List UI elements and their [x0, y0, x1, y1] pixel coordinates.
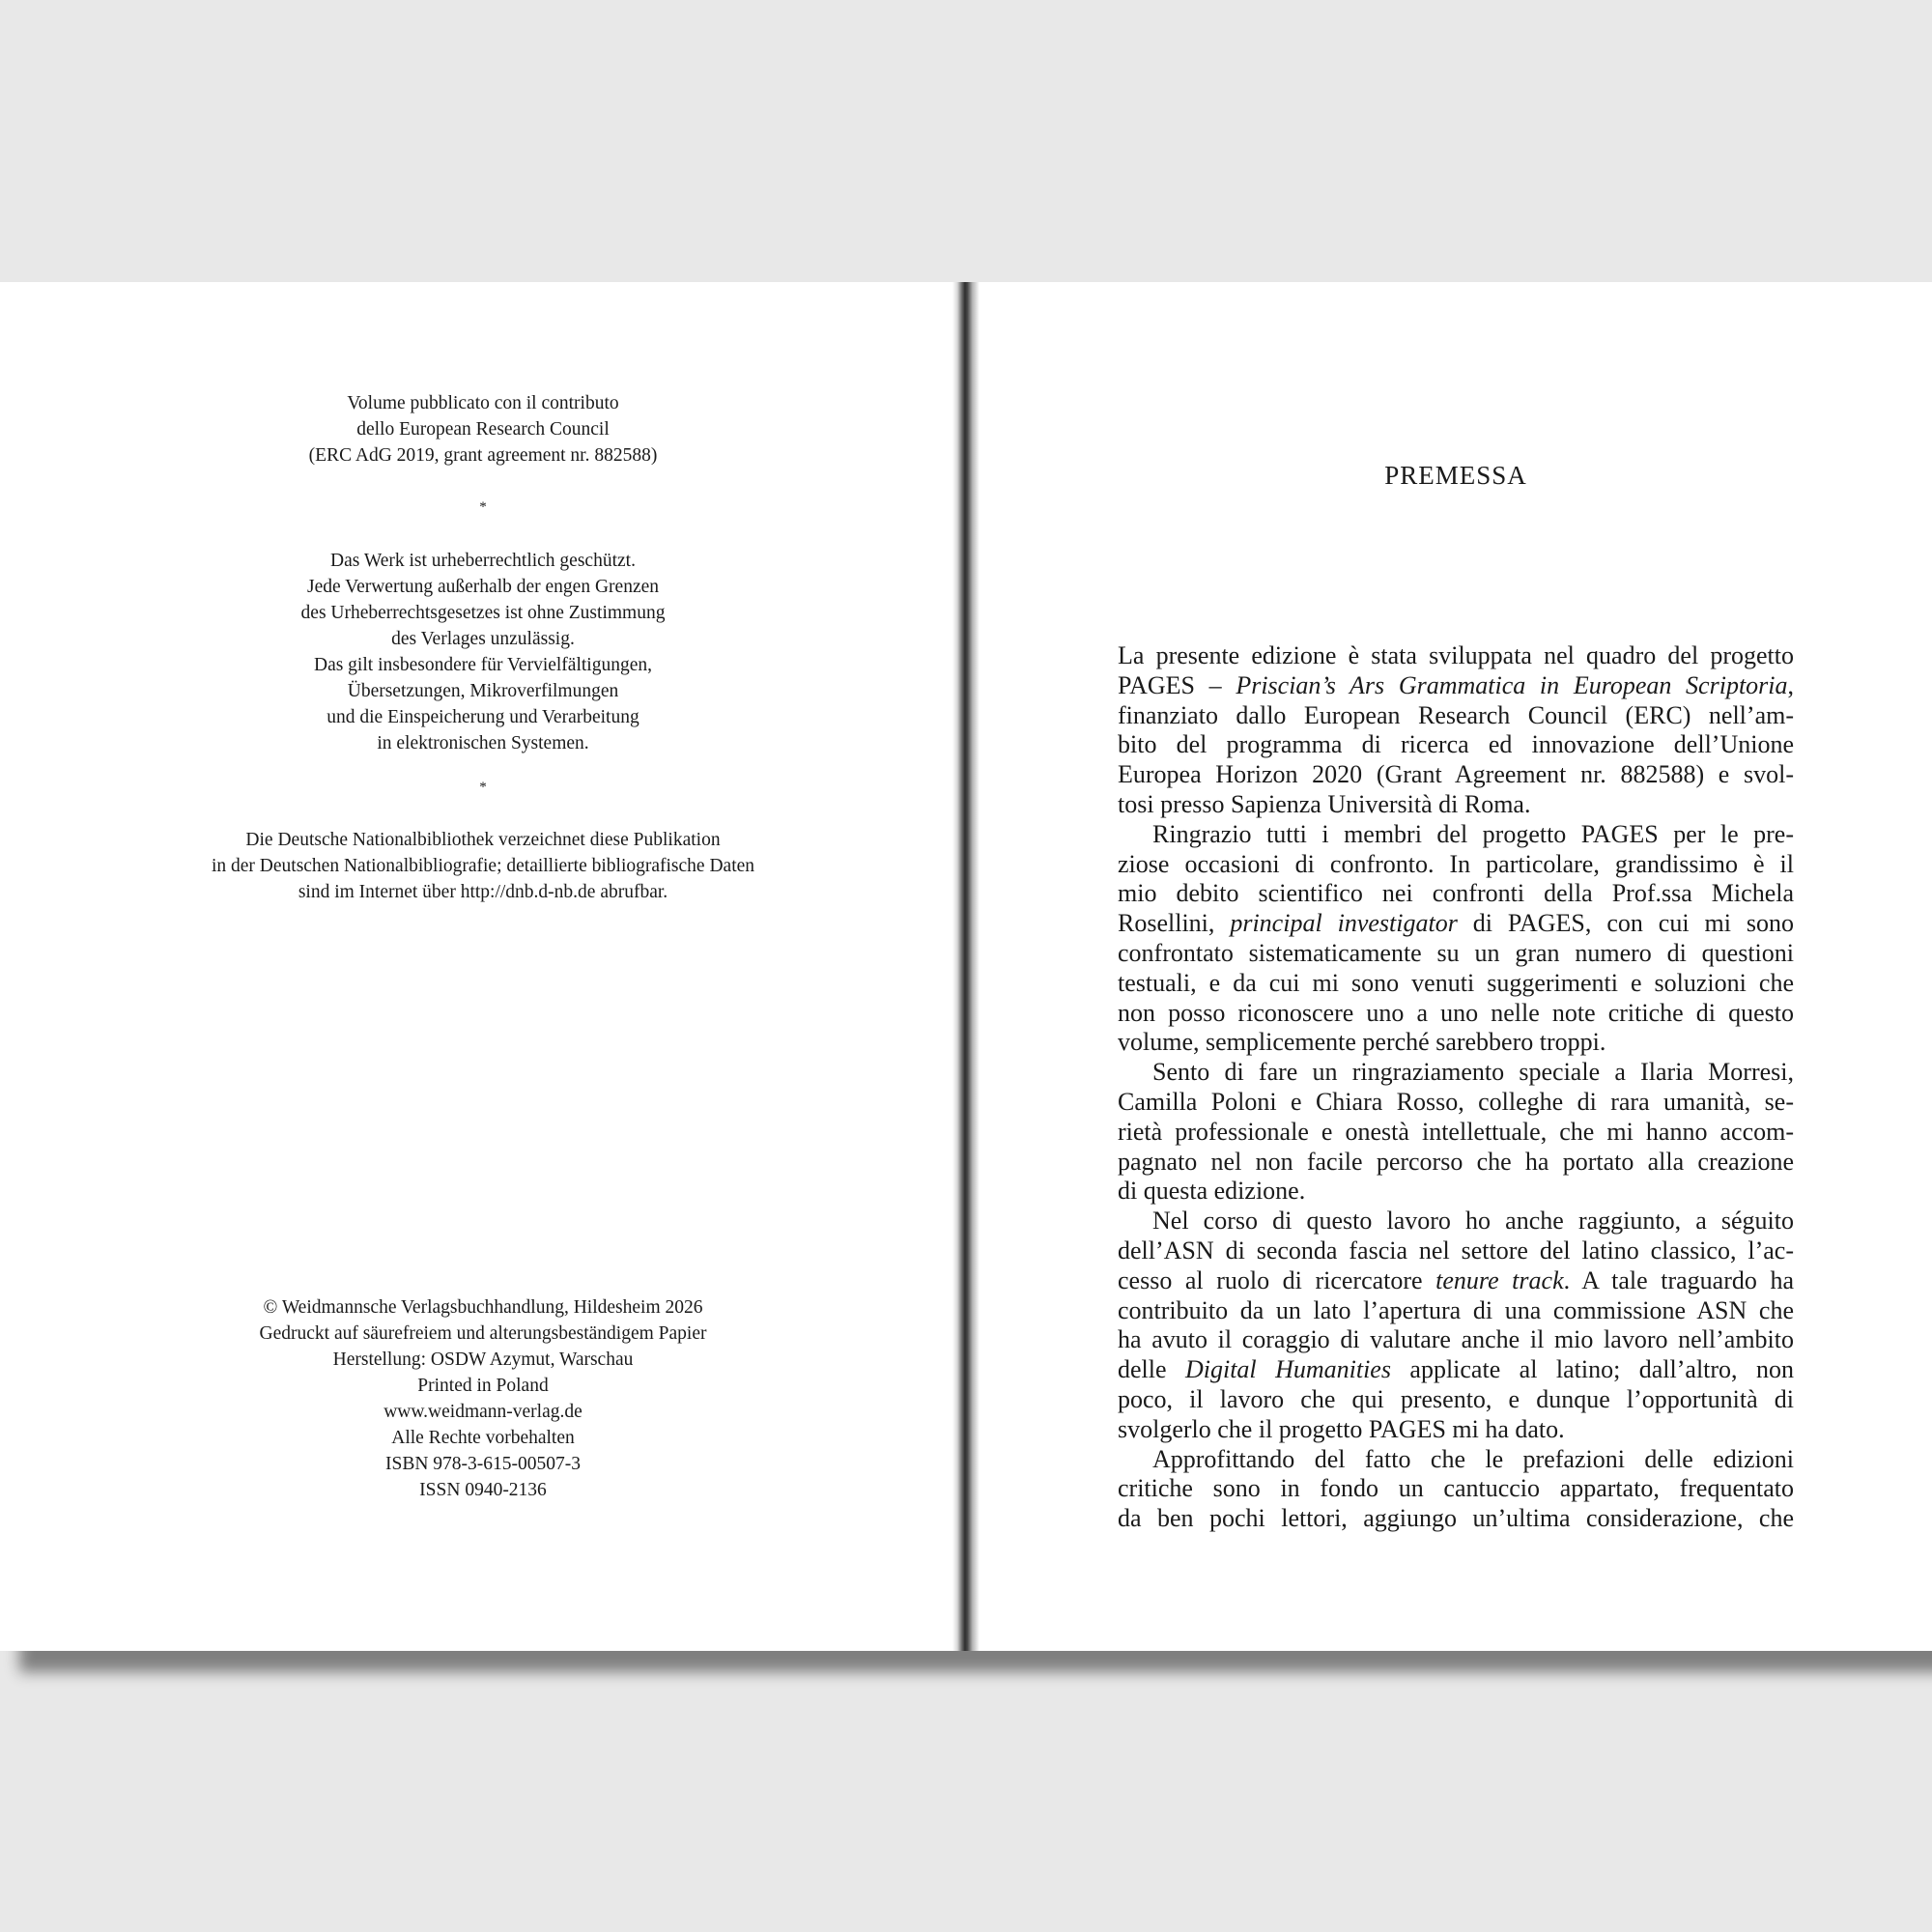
imprint-line: www.weidmann-verlag.de — [384, 1402, 582, 1422]
text-run: applicate al latino; dall’altro, non — [1390, 1355, 1794, 1384]
text-line: Europea Horizon 2020 (Grant Agreement nr. 882588) e svol- — [1118, 760, 1794, 789]
preface-body — [1118, 641, 1794, 1534]
text-line: da ben pochi lettori, aggiungo un’ultima considerazione, che — [1118, 1504, 1794, 1533]
text-line: testuali, e da cui mi sono venuti suggerimenti e soluzioni che — [1118, 968, 1794, 997]
copyright-notice-line: und die Einspeicherung und Verarbeitung — [327, 707, 639, 727]
text-line: critiche sono in fondo un cantuccio appartato, frequentato — [1118, 1474, 1794, 1503]
italic-term: Digital Humanities — [1184, 1355, 1391, 1384]
text-line: di questa edizione. — [1118, 1177, 1306, 1206]
text-line — [1118, 909, 1794, 939]
text-line: tosi presso Sapienza Università di Roma. — [1118, 789, 1531, 818]
text-line: rietà professionale e onestà intellettuale, che mi hanno accom- — [1118, 1117, 1794, 1146]
dnb-note-line: sind im Internet über http://dnb.d-nb.de abrufbar. — [298, 882, 668, 902]
copyright-notice-line: Das Werk ist urheberrechtlich geschützt. — [330, 551, 636, 571]
text-line — [1118, 671, 1794, 701]
paragraph — [1118, 1207, 1794, 1444]
imprint-line: ISSN 0940-2136 — [419, 1480, 547, 1500]
book-gutter — [952, 282, 980, 1651]
text-run: PAGES – — [1118, 670, 1236, 699]
erc-funding-note — [0, 390, 966, 469]
text-line: Approfittando del fatto che le prefazioni delle edizioni — [1152, 1444, 1794, 1473]
right-page — [980, 282, 1932, 1651]
copyright-notice — [0, 548, 966, 756]
erc-note-line: dello European Research Council — [356, 419, 610, 440]
chapter-title: PREMESSA — [1384, 461, 1527, 490]
left-page — [0, 282, 966, 1651]
text-line: dell’ASN di seconda fascia nel settore del latino classico, l’ac- — [1118, 1236, 1794, 1264]
text-line: volume, semplicemente perché sarebbero troppi. — [1118, 1028, 1606, 1057]
text-run: , — [1787, 670, 1794, 699]
copyright-notice-line: Übersetzungen, Mikroverfilmungen — [347, 681, 619, 701]
text-line: ziose occasioni di confronto. In particolare, grandissimo è il — [1118, 849, 1794, 878]
text-line: Sento di fare un ringraziamento speciale a Ilaria Morresi, — [1152, 1058, 1794, 1087]
dnb-note — [0, 827, 966, 905]
erc-note-line: (ERC AdG 2019, grant agreement nr. 882588) — [308, 445, 658, 466]
text-line: svolgerlo che il progetto PAGES mi ha dato. — [1118, 1414, 1565, 1443]
paragraph — [1118, 1445, 1794, 1534]
dnb-note-line: Die Deutsche Nationalbibliothek verzeichnet diese Publikation — [245, 830, 721, 850]
text-line: finanziato dallo European Research Council (ERC) nell’am- — [1118, 700, 1794, 729]
text-line: contribuito da un lato l’apertura di una commissione ASN che — [1118, 1295, 1794, 1324]
text-run: Rosellini, — [1118, 909, 1231, 938]
copyright-notice-line: des Verlages unzulässig. — [391, 629, 575, 649]
paragraph — [1118, 1058, 1794, 1207]
text-run: cesso al ruolo di ricercatore — [1118, 1265, 1436, 1294]
dnb-note-line: in der Deutschen Nationalbibliografie; detaillierte bibliografische Daten — [211, 856, 755, 876]
paragraph — [1118, 641, 1794, 820]
section-separator: * — [479, 499, 487, 515]
text-run: . A tale traguardo ha — [1563, 1265, 1794, 1294]
book-spread — [0, 282, 1932, 1651]
text-line: pagnato nel non facile percorso che ha portato alla creazione — [1118, 1147, 1794, 1176]
imprint-line: Gedruckt auf säurefreiem und alterungsbeständigem Papier — [259, 1323, 707, 1344]
text-line: Ringrazio tutti i membri del progetto PAGES per le pre- — [1152, 819, 1794, 848]
text-line: mio debito scientifico nei confronti della Prof.ssa Michela — [1118, 879, 1794, 908]
text-line: La presente edizione è stata sviluppata nel quadro del progetto — [1118, 641, 1794, 669]
copyright-notice-line: in elektronischen Systemen. — [377, 733, 589, 753]
text-run: di PAGES, con cui mi sono — [1457, 909, 1794, 938]
text-line — [1118, 1355, 1794, 1385]
imprint-line: Herstellung: OSDW Azymut, Warschau — [332, 1350, 634, 1370]
text-line: Nel corso di questo lavoro ho anche raggiunto, a séguito — [1152, 1207, 1794, 1236]
copyright-notice-line: des Urheberrechtsgesetzes ist ohne Zustimmung — [300, 603, 666, 623]
copyright-notice-line: Jede Verwertung außerhalb der engen Grenzen — [306, 577, 660, 597]
text-line: bito del programma di ricerca ed innovazione dell’Unione — [1118, 730, 1794, 759]
italic-term: principal investigator — [1230, 909, 1458, 938]
imprint-line: Printed in Poland — [417, 1376, 549, 1396]
section-separator: * — [479, 780, 487, 795]
text-line: confrontato sistematicamente su un gran numero di questioni — [1118, 938, 1794, 967]
italic-title: Priscian’s Ars Grammatica in European Scriptoria — [1236, 670, 1788, 699]
imprint-line: Alle Rechte vorbehalten — [391, 1428, 575, 1448]
imprint-line: ISBN 978-3-615-00507-3 — [384, 1454, 582, 1474]
italic-term: tenure track — [1435, 1265, 1564, 1294]
text-line: poco, il lavoro che qui presento, e dunque l’opportunità di — [1118, 1384, 1794, 1413]
erc-note-line: Volume pubblicato con il contributo — [347, 393, 619, 413]
imprint-line: © Weidmannsche Verlagsbuchhandlung, Hildesheim 2026 — [263, 1297, 703, 1318]
text-run: delle — [1118, 1355, 1185, 1384]
text-line: non posso riconoscere uno a uno nelle note critiche di questo — [1118, 998, 1794, 1027]
paragraph — [1118, 820, 1794, 1058]
copyright-notice-line: Das gilt insbesondere für Vervielfältigungen, — [313, 655, 652, 675]
text-line: Camilla Poloni e Chiara Rosso, colleghe di rara umanità, se- — [1118, 1087, 1794, 1116]
text-line: ha avuto il coraggio di valutare anche il mio lavoro nell’ambito — [1118, 1325, 1794, 1354]
text-line — [1118, 1266, 1794, 1296]
imprint — [0, 1294, 966, 1503]
